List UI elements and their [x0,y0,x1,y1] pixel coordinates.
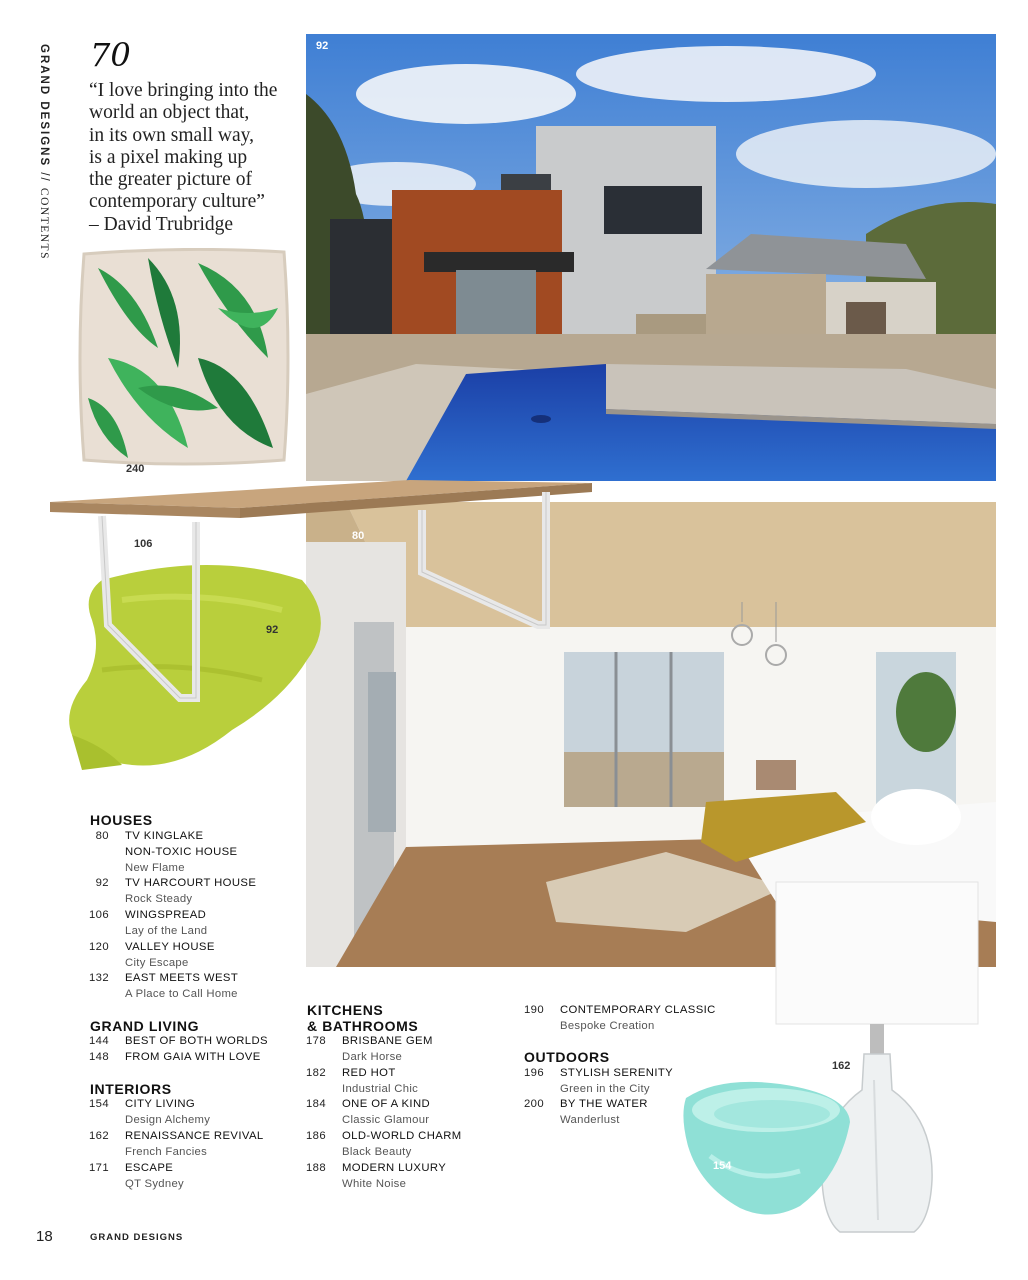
entry-page-number: 106 [89,909,110,921]
entry-subtitle: Classic Glamour [342,1113,430,1126]
folio-page-number: 18 [36,1228,53,1245]
lamp-page-label: 162 [832,1060,851,1072]
entry-page-number: 188 [306,1162,327,1174]
entry-subtitle: Black Beauty [342,1145,412,1158]
entry-subtitle: Wanderlust [560,1113,620,1126]
quote-line: “I love bringing into the [89,80,278,101]
entry-subtitle: French Fancies [125,1145,208,1158]
house-photo-page-label: 92 [316,40,329,52]
entry-title-line: TV HARCOURT HOUSE [125,877,257,889]
entry-page-number: 144 [89,1035,110,1047]
section-title-line: KITCHENS [307,1002,384,1018]
entry-title-line: VALLEY HOUSE [125,941,215,953]
section-title-kitchens-bathrooms [307,1002,418,1034]
section-title-interiors: INTERIORS [90,1081,172,1097]
entry-title-line: CONTEMPORARY CLASSIC [560,1004,716,1016]
entry-page-number: 178 [306,1035,327,1047]
entry-page-number: 154 [89,1098,110,1110]
quote-attribution: – David Trubridge [89,213,234,235]
quote-line: contemporary culture” [89,191,265,213]
entry-subtitle: Industrial Chic [342,1082,419,1095]
entry-title-line: BRISBANE GEM [342,1035,433,1047]
entry-page-number: 92 [95,877,109,889]
entry-subtitle: Rock Steady [125,892,193,905]
entry-title [125,829,238,876]
entry-title [125,1129,264,1161]
entry-page-number: 190 [524,1004,545,1016]
entry-page-number: 120 [89,941,110,953]
entry-title-line: BEST OF BOTH WORLDS [125,1035,268,1047]
entry-title-line: STYLISH SERENITY [560,1067,674,1079]
entry-title [125,940,215,972]
entry-page-number: 80 [95,830,109,842]
side-running-head [30,44,50,260]
entry-subtitle: Green in the City [560,1082,650,1095]
section-title-houses: HOUSES [90,812,153,828]
entry-page-number: 186 [306,1130,327,1142]
entry-title-line: OLD-WORLD CHARM [342,1130,462,1142]
entry-page-number: 182 [306,1067,327,1079]
entry-title [342,1034,433,1066]
entry-page-number: 196 [524,1067,545,1079]
entry-title-line: ESCAPE [125,1162,174,1174]
entry-title [125,1034,268,1050]
entry-page-number: 184 [306,1098,327,1110]
entry-subtitle: White Noise [342,1177,407,1190]
footer-publication-name: GRAND DESIGNS [90,1232,184,1243]
entry-subtitle: Design Alchemy [125,1113,211,1126]
entry-title-line: TV KINGLAKE [125,830,204,842]
entry-subtitle: Dark Horse [342,1050,403,1063]
entry-subtitle: New Flame [125,861,185,874]
entry-title [342,1097,430,1129]
entry-title [125,1050,261,1066]
quote-line: the greater picture of [89,169,252,191]
entry-title [342,1161,446,1193]
bedroom-photo-page-label: 80 [352,530,365,542]
resin-bowl-image [680,1076,852,1220]
entry-title [125,1097,210,1129]
entry-subtitle: Lay of the Land [125,924,208,937]
entry-page-number: 148 [89,1051,110,1063]
entry-page-number: 132 [89,972,110,984]
entry-title [560,1003,716,1035]
entry-title-line: MODERN LUXURY [342,1162,447,1174]
cushion-page-label: 240 [126,463,145,475]
side-head-section: CONTENTS [38,187,50,260]
entry-title [125,876,256,908]
table-page-label: 106 [134,538,153,550]
side-head-title: GRAND DESIGNS [38,44,50,168]
entry-title-line: ONE OF A KIND [342,1098,431,1110]
bowl-page-label: 154 [713,1160,732,1172]
entry-title-line: NON-TOXIC HOUSE [125,845,238,858]
entry-title [125,908,207,940]
entry-page-number: 200 [524,1098,545,1110]
quote-line: in its own small way, [89,124,255,146]
entry-title [342,1066,418,1098]
entry-title [560,1066,673,1098]
section-title-outdoors: OUTDOORS [524,1049,610,1065]
entry-subtitle: Bespoke Creation [560,1019,655,1032]
entry-subtitle: City Escape [125,956,189,969]
house-pool-photo [306,34,996,481]
entry-title-line: RENAISSANCE REVIVAL [125,1130,264,1142]
section-title-grand-living: GRAND LIVING [90,1018,200,1034]
entry-page-number: 162 [89,1130,110,1142]
entry-title [560,1097,648,1129]
quote-line: world an object that, [89,102,250,124]
entry-title-line: FROM GAIA WITH LOVE [125,1051,261,1063]
entry-title [342,1129,462,1161]
pull-quote [89,80,299,236]
entry-title [125,971,238,1003]
entry-page-number: 171 [89,1162,110,1174]
paint-swatch-page-label: 92 [266,624,279,636]
entry-title-line: RED HOT [342,1067,396,1079]
wooden-table-image [50,480,595,705]
banana-leaf-cushion-image [78,248,290,466]
entry-title-line: WINGSPREAD [125,909,207,921]
quote-page-number: 70 [90,36,131,74]
entry-title-line: EAST MEETS WEST [125,972,239,984]
entry-subtitle: A Place to Call Home [125,987,238,1000]
entry-title-line: BY THE WATER [560,1098,648,1110]
quote-line: is a pixel making up [89,146,248,168]
entry-subtitle: QT Sydney [125,1177,185,1190]
side-head-separator: // [38,172,50,183]
entry-title [125,1161,184,1193]
entry-title-line: CITY LIVING [125,1098,196,1110]
section-title-line: & BATHROOMS [307,1018,419,1034]
